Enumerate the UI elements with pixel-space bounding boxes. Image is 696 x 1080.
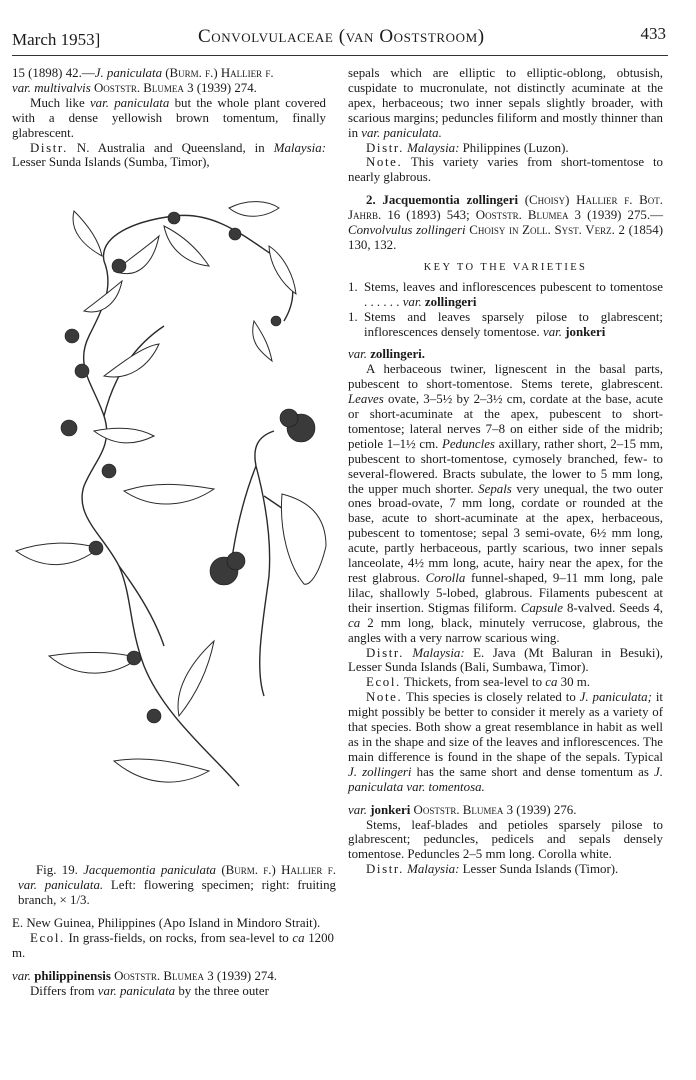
note-variety: Note. This variety varies from short-tomentose to nearly glabrous.	[348, 155, 663, 185]
ecology-thickets: Ecol. Thickets, from sea-level to ca 30 m.	[366, 675, 591, 690]
jonkeri-description: Stems, leaf-blades and petioles sparsely pilose to glabrescent; peduncles, pedicels and sepals densely tomentose. Peduncles 2–5 mm long. Corolla white.	[348, 817, 663, 862]
header-date: March 1953]	[12, 30, 101, 49]
page-number: 433	[640, 24, 666, 43]
ecology-paragraph: Ecol. In grass-fields, on rocks, from sea-level to ca 1200 m.	[12, 930, 334, 960]
distribution-paragraph: Distr. N. Australia and Queensland, in Malaysia: Lesser Sunda Islands (Sumba, Timor),	[12, 140, 326, 170]
species-heading-zollingeri: 2. Jacquemontia zollingeri (Choisy) Hallier f. Bot. Jahrb. 16 (1893) 543; Ooststr. Blumea 3 (1939) 275.—Convolvulus zollingeri Choisy in Zoll. Syst. Verz. 2 (1854) 130, 132.	[348, 193, 663, 252]
figure-caption: Fig. 19. Jacquemontia paniculata (Burm. f.) Hallier f. var. paniculata. Left: flowering specimen; right: fruiting branch, × 1/3.	[18, 862, 336, 907]
variety-heading-philippinensis: var. philippinensis Ooststr. Blumea 3 (1939) 274.	[12, 968, 278, 983]
distribution-continued: E. New Guinea, Philippines (Apo Island in Mindoro Strait).	[12, 916, 321, 930]
key-entry: 1. Stems and leaves sparsely pilose to glabrescent; inflorescences densely tomentose. var. jonkeri	[348, 309, 663, 339]
variety-heading-zollingeri: var. zollingeri.	[348, 347, 425, 362]
header-title: Convolvulaceae (van Ooststroom)	[198, 26, 485, 47]
key-heading: KEY TO THE VARIETIES	[423, 261, 588, 273]
reference-paragraph: 15 (1898) 42.—J. paniculata (Burm. f.) Hallier f. var. multivalvis Ooststr. Blumea 3 (1939) 274.	[12, 66, 274, 95]
distribution-java: Distr. Malaysia: E. Java (Mt Baluran in Besuki), Lesser Sunda Islands (Bali, Sumbawa, Timor).	[348, 645, 663, 675]
distribution-timor: Distr. Malaysia: Lesser Sunda Islands (Timor).	[366, 862, 619, 877]
running-header	[12, 22, 666, 52]
sepals-paragraph: sepals which are elliptic to elliptic-oblong, obtusish, cuspidate to mucronulate, not distinctly acuminate at the apex, herbaceous; two inner sepals slightly broader, with scarious margins; peduncles filiform and mostly thinner than in var. paniculata.	[348, 66, 663, 140]
left-column-bottom	[12, 916, 334, 999]
description-paragraph: Much like var. paniculata but the whole plant covered with a dense yellowish brown tomentum, finally glabrescent.	[12, 95, 326, 140]
variety-heading-jonkeri: var. jonkeri Ooststr. Blumea 3 (1939) 276.	[348, 802, 577, 817]
left-column-top	[12, 66, 326, 170]
differs-paragraph: Differs from var. paniculata by the three outer	[30, 983, 269, 998]
right-column	[348, 66, 663, 877]
key-entry: 1. Stems, leaves and inflorescences pubescent to tomentose . . . . . . var. zollingeri	[348, 279, 663, 309]
botanical-illustration	[14, 196, 340, 846]
note-species: Note. This species is closely related to J. paniculata; it might possibly be better to consider it merely as a variety of that species. Both show a great resemblance in habit as well as in the shape and size of the leaves and inflorescences. The main difference is found in the shape of the sepals. Typical J. zollingeri has the same short and dense tomentum as J. paniculata var. tomentosa.	[348, 690, 663, 794]
distribution-luzon: Distr. Malaysia: Philippines (Luzon).	[366, 140, 569, 155]
species-description: A herbaceous twiner, lignescent in the basal parts, pubescent to short-tomentose. Stems terete, glabrescent. Leaves ovate, 3–5½ by 2–3½ cm, cordate at the base, acute or short-acuminate at the apex, pubescent to short-tomentose; lateral nerves 7–8 on either side of the midrib; petiole 1–1½ cm. Peduncles axillary, rather short, 2–15 mm, pubescent to short-tomentose, cymosely branched, few- to several-flowered. Bracts subulate, the lower to 5 mm long, the upper much shorter. Sepals very unequal, the two outer ones broad-ovate, 7 mm long, cordate or rounded at the base, acute to short-acuminate at the apex, herbaceous, pubescent to tomentose; sepal 3 semi-ovate, 6½ mm long, acute, partly herbaceous, partly scarious, two inner sepals lanceolate, 4½ mm long, acute, hairy near the apex, for the rest glabrous. Corolla funnel-shaped, 9–11 mm long, pale lilac, shallowly 5-lobed, glabrous. Filaments pubescent at their insertion. Stigmas filiform. Capsule 8-valved. Seeds 4, ca 2 mm long, black, minutely verrucose, glabrous, the angles with a very narrow scarious wing.	[348, 362, 663, 645]
header-rule	[12, 55, 668, 56]
